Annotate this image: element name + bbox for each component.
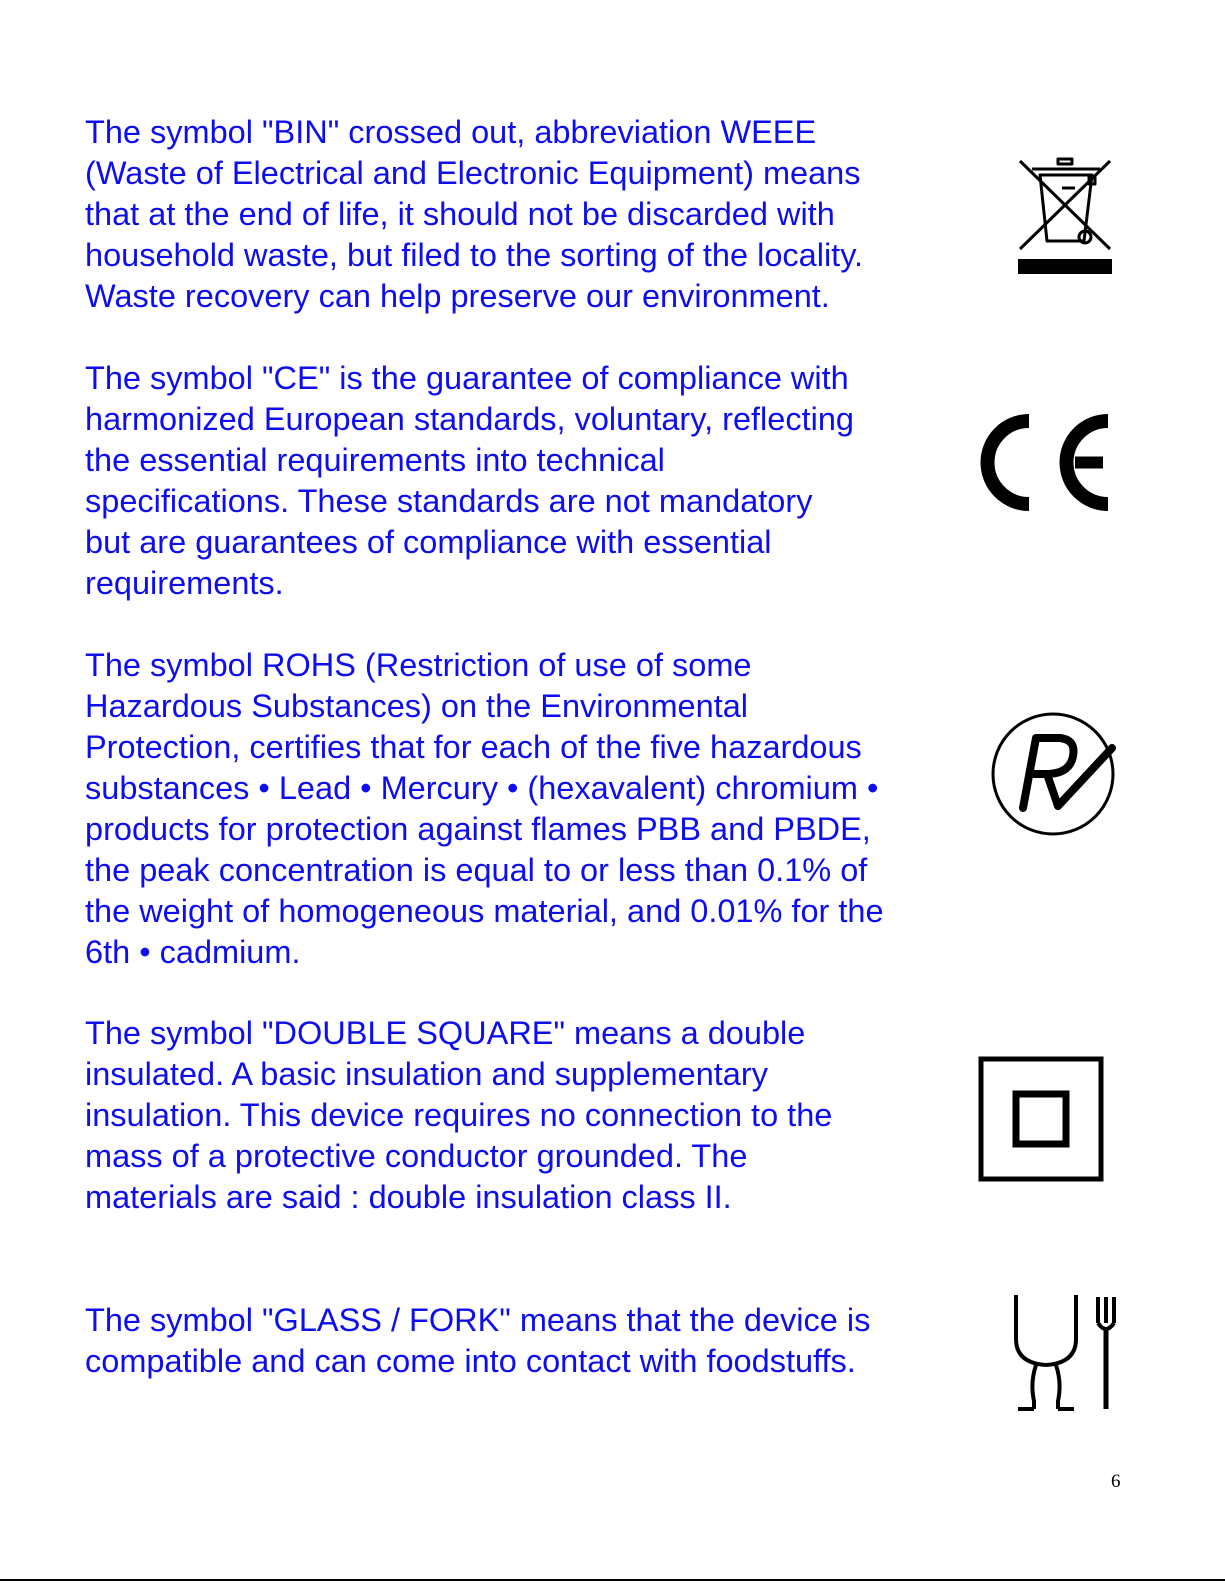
text-line: that at the end of life, it should not be discarded with [85, 196, 835, 232]
text-line: substances • Lead • Mercury • (hexavalent) chromium • [85, 770, 879, 806]
text-line: specifications. These standards are not mandatory [85, 483, 813, 519]
footer-rule [0, 1579, 1225, 1581]
text-line: Waste recovery can help preserve our environment. [85, 278, 830, 314]
text-line: Hazardous Substances) on the Environmental [85, 688, 749, 724]
crossed-out-wheelie-bin-icon [1015, 155, 1115, 277]
paragraph-weee [85, 112, 863, 317]
text-line: The symbol "BIN" crossed out, abbreviation WEEE [85, 114, 817, 150]
glass-fork-icon [1010, 1293, 1125, 1413]
text-line: requirements. [85, 565, 284, 601]
text-line: The symbol "CE" is the guarantee of compliance with [85, 360, 849, 396]
text-line: the weight of homogeneous material, and 0.01% for the [85, 893, 884, 929]
double-square-icon [978, 1056, 1104, 1182]
text-line: The symbol "DOUBLE SQUARE" means a double [85, 1015, 806, 1051]
paragraph-glass-fork [85, 1300, 870, 1382]
page-number: 6 [1111, 1471, 1121, 1492]
text-line: mass of a protective conductor grounded. The [85, 1138, 748, 1174]
text-line: (Waste of Electrical and Electronic Equipment) means [85, 155, 861, 191]
text-line: the essential requirements into technical [85, 442, 665, 478]
ce-mark-icon [975, 410, 1117, 515]
text-line: materials are said : double insulation class II. [85, 1179, 732, 1215]
text-line: Protection, certifies that for each of the five hazardous [85, 729, 862, 765]
rohs-r-check-icon [990, 710, 1118, 838]
paragraph-double-square [85, 1013, 832, 1218]
text-line: household waste, but filed to the sorting of the locality. [85, 237, 864, 273]
text-line: The symbol ROHS (Restriction of use of some [85, 647, 752, 683]
paragraph-rohs [85, 645, 884, 973]
paragraph-ce [85, 358, 854, 604]
text-line: products for protection against flames PBB and PBDE, [85, 811, 871, 847]
text-line: The symbol "GLASS / FORK" means that the device is [85, 1302, 871, 1338]
text-line: insulation. This device requires no connection to the [85, 1097, 833, 1133]
text-line: compatible and can come into contact with foodstuffs. [85, 1343, 856, 1379]
text-line: harmonized European standards, voluntary, reflecting [85, 401, 855, 437]
text-line: the peak concentration is equal to or less than 0.1% of [85, 852, 868, 888]
text-line: 6th • cadmium. [85, 934, 301, 970]
text-line: insulated. A basic insulation and supplementary [85, 1056, 768, 1092]
text-line: but are guarantees of compliance with essential [85, 524, 772, 560]
